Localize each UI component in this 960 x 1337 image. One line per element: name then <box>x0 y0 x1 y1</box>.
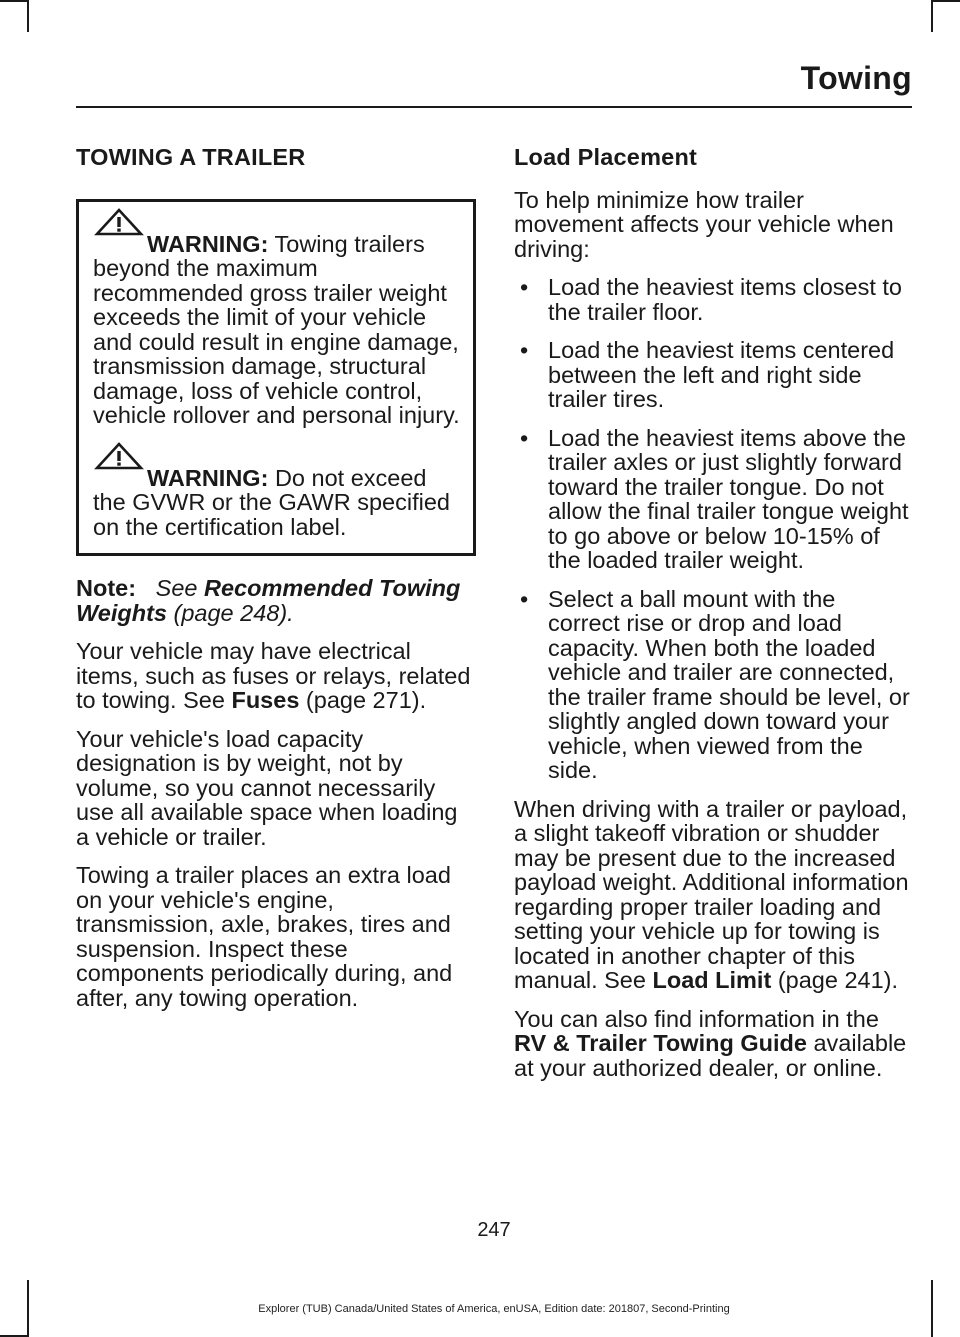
section-heading-load-placement: Load Placement <box>514 144 698 170</box>
left-column <box>76 145 476 1024</box>
bullet-icon: • <box>520 274 529 300</box>
bullet-icon: • <box>520 337 529 363</box>
crop-mark <box>933 0 960 2</box>
list-item-text: Select a ball mount with the correct rise or drop and load capacity. When both the loaded vehicle and trailer are connected, the trailer frame should be level, or slightly angled down toward your vehicle, when viewed from the side. <box>548 585 910 783</box>
body-paragraph: Your vehicle's load capacity designation is by weight, not by volume, so you cannot necessarily use all available space when loading a vehicle or trailer. <box>76 725 458 850</box>
bullet-icon: • <box>520 424 529 451</box>
warning-box <box>76 199 476 557</box>
page-reference: (page 271). <box>305 687 427 713</box>
right-column <box>514 145 910 1094</box>
paragraph-text: available at your authorized dealer, or online. <box>514 1030 907 1081</box>
warning-text: Do not exceed the GVWR or the GAWR specified on the certification label. <box>93 464 450 540</box>
warning-item <box>93 450 463 540</box>
list-item <box>514 426 910 573</box>
warning-label: WARNING: <box>147 464 269 491</box>
crop-mark <box>27 0 29 32</box>
warning-text: Towing trailers beyond the maximum recommended gross trailer weight exceeds the limit of your vehicle and could result in engine damage, transmission damage, structural damage, loss of vehicle control, vehicle rollover and personal injury. <box>93 230 460 428</box>
section-heading-towing-a-trailer: TOWING A TRAILER <box>76 144 306 170</box>
page-header-title: Towing <box>800 60 912 96</box>
edition-footer: Explorer (TUB) Canada/United States of America, enUSA, Edition date: 201807, Second-Printing <box>258 1303 730 1315</box>
intro-paragraph: To help minimize how trailer movement affects your vehicle when driving: <box>514 186 894 262</box>
warning-triangle-icon <box>93 441 145 471</box>
warning-item <box>93 216 463 428</box>
cross-reference-link[interactable]: Load Limit <box>652 967 772 993</box>
body-paragraph: Towing a trailer places an extra load on your vehicle's engine, transmission, axle, brakes, tires and suspension. Inspect these components periodically during, and after, any towing operation. <box>76 862 453 1011</box>
list-item <box>514 338 910 412</box>
page-reference: (page 241). <box>777 967 899 993</box>
header-divider <box>76 106 912 108</box>
page-reference: (page 248). <box>173 599 294 626</box>
cross-reference-link[interactable]: RV & Trailer Towing Guide <box>514 1030 807 1056</box>
paragraph-text: When driving with a trailer or payload, a slight takeoff vibration or shudder may be present due to the increased payload weight. Additional information regarding proper trailer loading and setting your vehicle up for towing is located in another chapter of this manual. See <box>514 795 909 993</box>
list-item-text: Load the heaviest items closest to the trailer floor. <box>548 274 903 325</box>
bullet-icon: • <box>520 585 529 612</box>
note-label: Note: <box>76 575 137 601</box>
bullet-list <box>514 275 910 783</box>
page-number: 247 <box>477 1219 511 1241</box>
list-item <box>514 275 910 324</box>
note-prefix: See <box>155 575 198 601</box>
body-paragraph <box>514 797 910 993</box>
warning-label: WARNING: <box>147 230 269 257</box>
body-paragraph <box>76 639 476 713</box>
crop-mark <box>931 0 933 32</box>
paragraph-text: Your vehicle may have electrical items, such as fuses or relays, related to towing. See <box>76 638 471 713</box>
note-paragraph <box>76 576 476 625</box>
cross-reference-link[interactable]: Recommended Towing Weights <box>76 575 461 626</box>
cross-reference-link[interactable]: Fuses <box>231 687 300 713</box>
paragraph-text: You can also find information in the <box>514 1005 879 1032</box>
warning-triangle-icon <box>93 207 145 237</box>
list-item-text: Load the heaviest items above the trailer axles or just slightly forward toward the trailer tongue. Do not allow the final trailer tongue weight to go above or below 10-15% of the loaded trailer weight. <box>548 424 909 573</box>
list-item <box>514 587 910 783</box>
crop-mark <box>0 0 27 2</box>
list-item-text: Load the heaviest items centered between the left and right side trailer tires. <box>548 337 895 412</box>
body-paragraph <box>514 1007 910 1081</box>
